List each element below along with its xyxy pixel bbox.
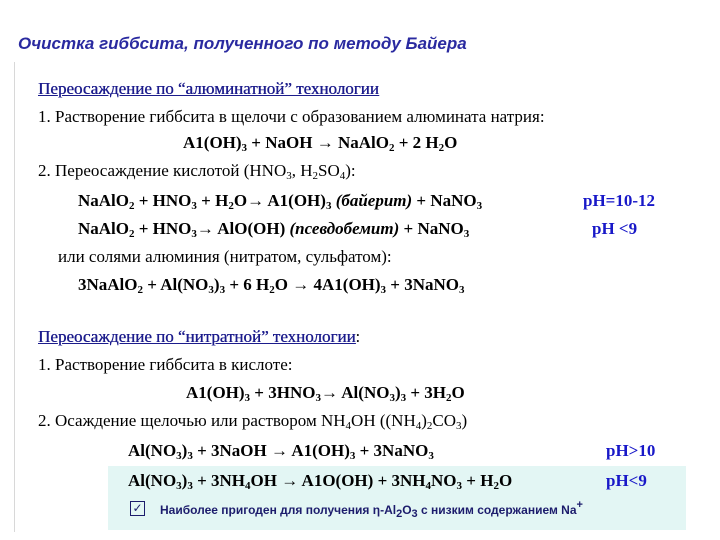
divider (14, 62, 15, 532)
section1-equation2-ph: pH=10-12 (583, 191, 656, 210)
section1-equation1: $A1(OH)_3$ + NaOH → NaAlO$_2$ + 2 $H_2O$ (183, 133, 458, 154)
note-text: Наиболее пригоден для получения $\eta-Al_2O_3$ с низким содержанием Na+ (160, 499, 583, 520)
section2-equation1: $A1(OH)_3 + 3HNO_3\to Al(NO_3)_3 + 3H_2O$ (186, 383, 465, 404)
section1-step1: 1. Растворение гиббсита в щелочи с образованием алюмината натрия: (38, 107, 545, 126)
section1-equation3: NaAlO$_2$ + $HNO_3\to AlO(OH)$ (псевдобемит) + NaNO$_3$ (78, 219, 470, 240)
section1-equation2: NaAlO$_2$ + $HNO_3 + H_2O\to A1(OH)_3$ (байерит) + NaNO$_3$ (78, 191, 483, 212)
section2-equation3-ph: pH<9 (606, 471, 647, 490)
section2-equation2-ph: pH>10 (606, 441, 656, 460)
page-title: Очистка гиббсита, полученного по методу Байера (18, 34, 467, 53)
section2-header: Переосаждение по “нитратной” технологии: (38, 327, 361, 346)
section1-equation3-ph: pH <9 (592, 219, 638, 238)
section2-step1: 1. Растворение гиббсита в кислоте: (38, 355, 293, 374)
section2-step2: 2. Осаждение щелочью или раствором $NH_4OH$ $((NH_4)_2CO_3)$ (38, 411, 468, 432)
section2-equation2: $Al(NO_3)_3$ + 3NaOH → $A1(OH)_3$ + 3NaNO$_3$ (128, 441, 434, 462)
section1-header: Переосаждение по “алюминатной” технологии (38, 79, 379, 98)
section1-step2: 2. Переосаждение кислотой ($HNO_3$, $H_2SO_4$): (38, 161, 356, 182)
section1-step3: или солями алюминия (нитратом, сульфатом): (58, 247, 392, 266)
checkbox-check-icon: ✓ (130, 501, 145, 516)
section1-equation4: 3NaAlO$_2$ + $Al(NO_3)_3 + 6$ $H_2O \to 4A1(OH)_3$ + 3NaNO$_3$ (78, 275, 465, 296)
section2-equation3: $Al(NO_3)_3 + 3NH_4OH \to A1O(OH) + 3NH_4NO_3 + H_2O$ (128, 471, 513, 492)
